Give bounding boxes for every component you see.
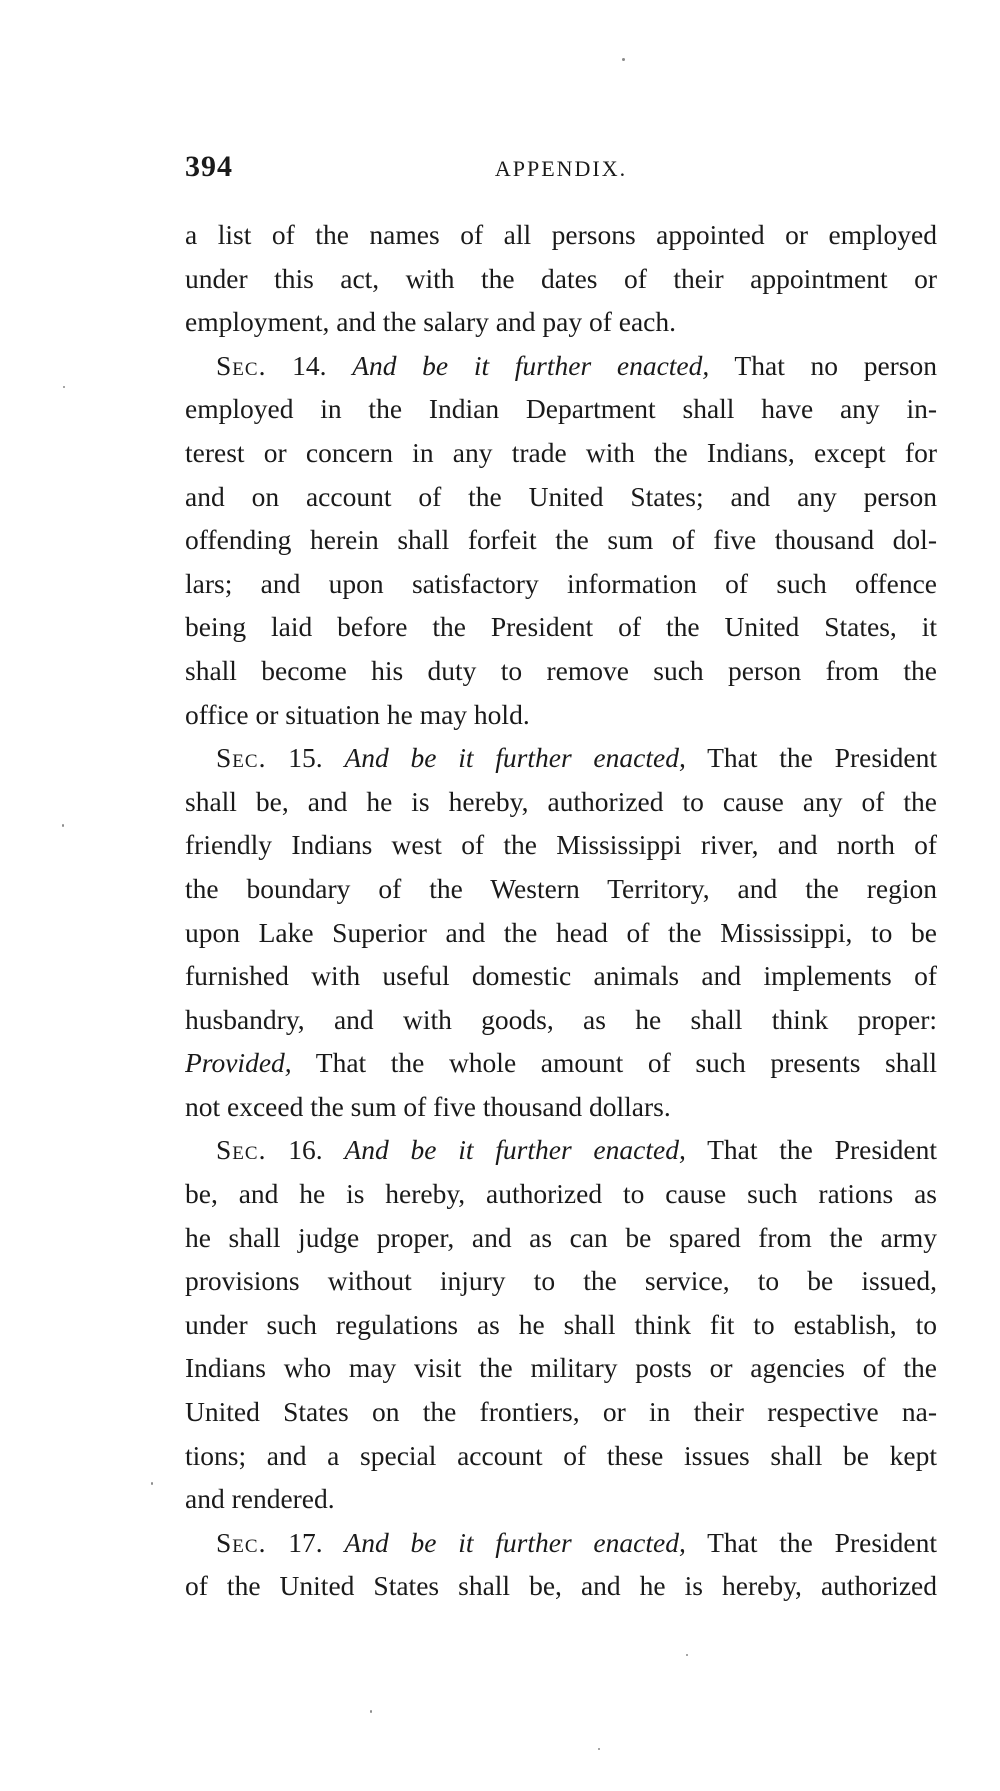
text-line: employment, and the salary and pay of each. <box>185 306 676 338</box>
text-line: Indians who may visit the military posts or agencies of the <box>185 1352 937 1384</box>
text-line: shall become his duty to remove such person from the <box>185 654 937 686</box>
text-line: offending herein shall forfeit the sum of five thousand dol- <box>185 524 937 556</box>
text-line: a list of the names of all persons appointed or employed <box>185 219 937 250</box>
text-line: and rendered. <box>185 1483 335 1515</box>
running-head: APPENDIX. <box>494 156 628 181</box>
text-line: Sec. 17. And be it further enacted, That the President <box>216 1526 937 1558</box>
scan-speck <box>598 1748 600 1750</box>
text-line: be, and he is hereby, authorized to cause such rations as <box>185 1178 937 1210</box>
scan-speck <box>63 386 65 388</box>
text-line: and on account of the United States; and any person <box>185 480 937 512</box>
text-line: of the United States shall be, and he is hereby, authorized <box>185 1570 937 1602</box>
scan-speck <box>622 58 625 61</box>
body-text <box>185 213 937 1608</box>
text-line: Provided, That the whole amount of such presents shall <box>185 1047 937 1079</box>
text-line: the boundary of the Western Territory, and the region <box>185 872 937 904</box>
text-line: Sec. 15. And be it further enacted, That the President <box>216 742 937 774</box>
text-line: he shall judge proper, and as can be spared from the army <box>185 1221 937 1253</box>
text-line: United States on the frontiers, or in their respective na- <box>185 1396 937 1428</box>
text-line: friendly Indians west of the Mississippi river, and north of <box>185 829 937 861</box>
text-line: under such regulations as he shall think fit to establish, to <box>185 1308 937 1340</box>
text-line: upon Lake Superior and the head of the Mississippi, to be <box>185 916 937 948</box>
text-line: lars; and upon satisfactory information of such offence <box>185 567 937 599</box>
text-line: Sec. 16. And be it further enacted, That the President <box>216 1134 937 1166</box>
page-header <box>185 150 937 190</box>
text-line: Sec. 14. And be it further enacted, That no person <box>216 349 937 381</box>
text-line: furnished with useful domestic animals and implements of <box>185 960 937 992</box>
scan-speck <box>370 1710 372 1713</box>
text-line: under this act, with the dates of their appointment or <box>185 262 937 294</box>
text-line: being laid before the President of the United States, it <box>185 611 937 643</box>
scan-speck <box>686 1654 688 1656</box>
text-line: employed in the Indian Department shall have any in- <box>185 393 937 425</box>
scan-speck <box>62 824 64 827</box>
scan-speck <box>151 1482 153 1485</box>
text-line: tions; and a special account of these issues shall be kept <box>185 1439 937 1471</box>
text-line: shall be, and he is hereby, authorized to cause any of the <box>185 785 937 817</box>
page-number: 394 <box>185 150 233 183</box>
text-line: provisions without injury to the service, to be issued, <box>185 1265 937 1297</box>
text-line: terest or concern in any trade with the Indians, except for <box>185 436 937 468</box>
text-line: not exceed the sum of five thousand dollars. <box>185 1090 671 1122</box>
text-line: office or situation he may hold. <box>185 698 530 730</box>
text-line: husbandry, and with goods, as he shall think proper: <box>185 1003 937 1035</box>
